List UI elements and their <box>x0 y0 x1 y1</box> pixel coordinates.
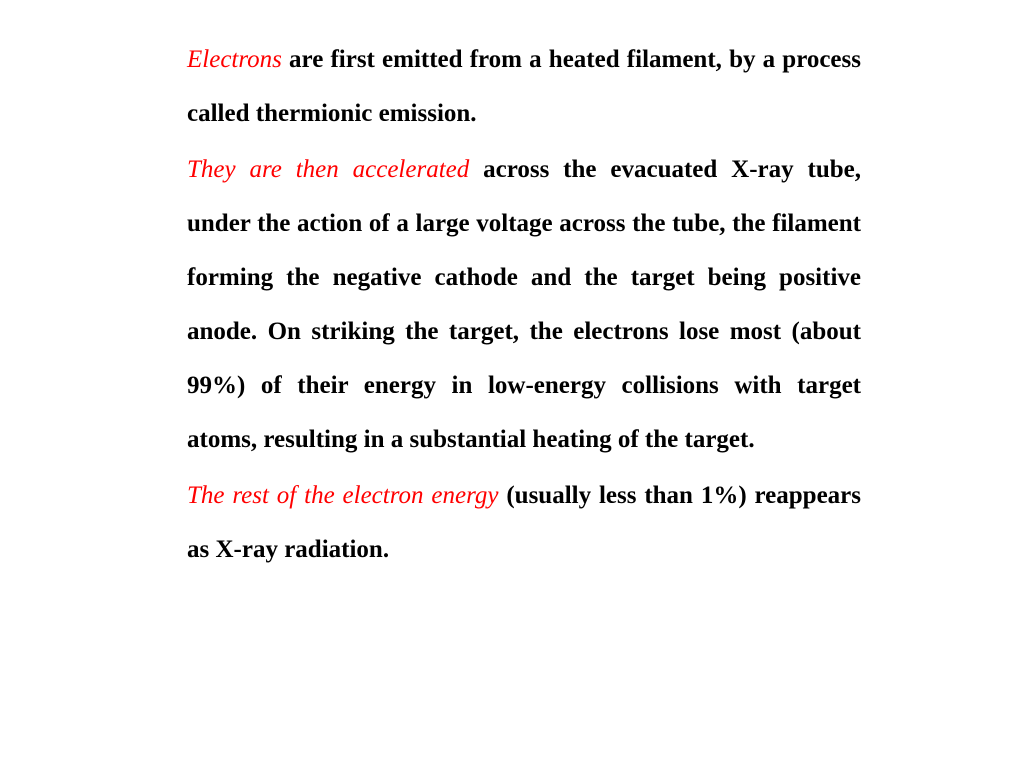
paragraph-text-radiation: (usually less than 1%) reappears as X-ray radiation. <box>187 482 861 563</box>
highlight-accelerated: They are then accelerated <box>187 156 470 183</box>
paragraph-text-emission: are first emitted from a heated filament, by a process called thermionic emission. <box>187 46 861 127</box>
paragraph-electron-emission <box>187 33 861 141</box>
highlight-electrons: Electrons <box>187 46 282 73</box>
highlight-rest-energy: The rest of the electron energy <box>187 482 499 509</box>
paragraph-xray-radiation <box>187 469 861 577</box>
paragraph-text-acceleration: across the evacuated X-ray tube, under the action of a large voltage across the tube, the filament forming the negative cathode and the target being positive anode. On striking the target, the electrons lose most (about 99%) of their energy in low-energy collisions with target atoms, resulting in a substantial heating of the target. <box>187 156 861 453</box>
slide-content <box>187 33 861 579</box>
paragraph-acceleration <box>187 143 861 467</box>
